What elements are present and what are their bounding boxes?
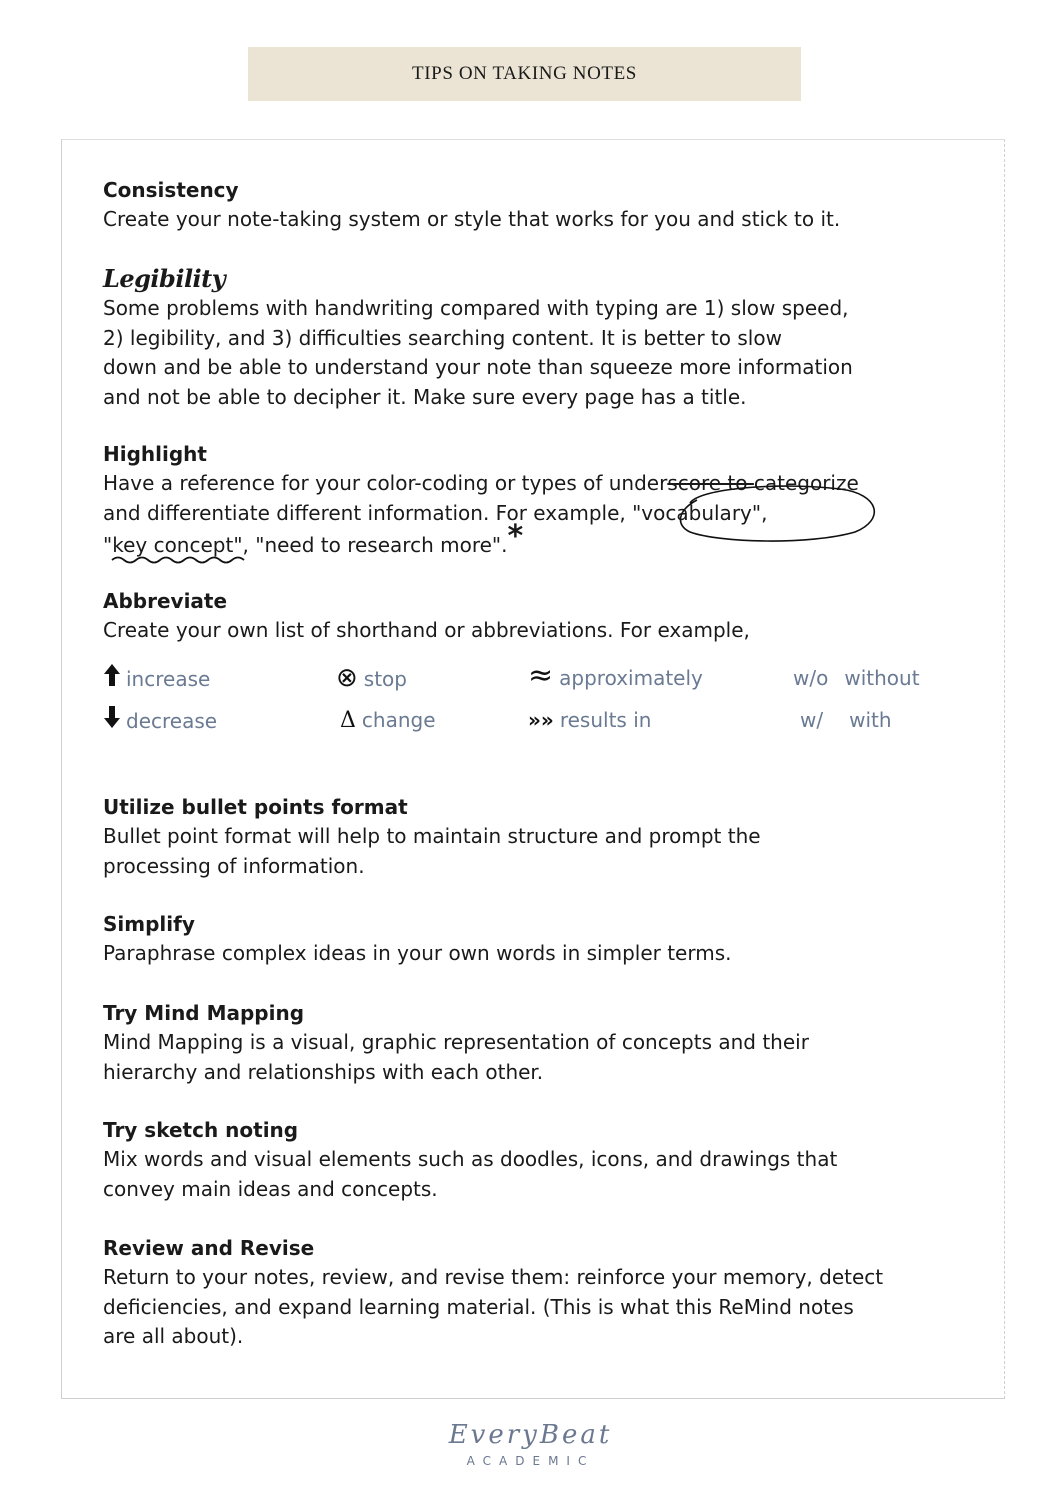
section-mind-mapping bbox=[103, 998, 963, 1087]
wavy-underlined-text: key concept bbox=[112, 533, 234, 557]
approx-icon: ≈ bbox=[528, 658, 554, 693]
section-heading: Try sketch noting bbox=[103, 1118, 299, 1142]
section-text-line: 2) legibility, and 3) difficulties searching content. It is better to slow bbox=[103, 325, 782, 350]
abbr-results-in bbox=[528, 706, 651, 734]
section-bullets bbox=[103, 792, 963, 881]
abbr-label: with bbox=[849, 708, 892, 732]
section-text-line: and not be able to decipher it. Make sure every page has a title. bbox=[103, 384, 747, 409]
section-heading: Abbreviate bbox=[103, 589, 228, 613]
section-text-line: Bullet point format will help to maintain structure and prompt the bbox=[103, 824, 761, 848]
section-highlight bbox=[103, 439, 983, 561]
delta-icon: Δ bbox=[340, 708, 356, 733]
abbr-stop bbox=[336, 664, 407, 693]
arrow-down-icon bbox=[104, 709, 120, 733]
abbr-label: stop bbox=[363, 667, 407, 691]
abbr-change bbox=[340, 706, 436, 735]
section-review bbox=[103, 1233, 983, 1352]
circled-text: , "vocabulary", bbox=[619, 500, 768, 525]
text-run: " bbox=[103, 533, 113, 557]
section-text-line: Some problems with handwriting compared with typing are 1) slow speed, bbox=[103, 296, 849, 320]
chevrons-right-icon: »» bbox=[528, 708, 554, 732]
text-run: Have a reference for your color-coding or types of under bbox=[103, 471, 668, 495]
section-text: Create your own list of shorthand or abbreviations. For example, bbox=[103, 618, 750, 642]
section-heading: Consistency bbox=[103, 178, 239, 202]
section-text: Paraphrase complex ideas in your own words in simpler terms. bbox=[103, 941, 732, 965]
strikethrough-text: score to bbox=[667, 471, 754, 495]
section-text-line: Return to your notes, review, and revise them: reinforce your memory, detect bbox=[103, 1265, 884, 1289]
abbr-without bbox=[793, 664, 920, 692]
section-heading: Legibility bbox=[103, 264, 226, 293]
abbr-with bbox=[800, 706, 892, 734]
text-run: and differentiate different information. For example bbox=[103, 500, 620, 525]
section-text-line: down and be able to understand your note than squeeze more information bbox=[103, 355, 853, 379]
abbr-label: increase bbox=[126, 667, 211, 691]
section-text-line bbox=[103, 469, 983, 499]
text-run: ", "need to research more". bbox=[233, 533, 508, 557]
section-text-line: Mix words and visual elements such as doodles, icons, and drawings that bbox=[103, 1147, 838, 1171]
section-heading: Review and Revise bbox=[103, 1236, 315, 1260]
section-simplify bbox=[103, 909, 963, 969]
section-heading: Simplify bbox=[103, 912, 195, 936]
abbr-label: without bbox=[844, 666, 920, 690]
page-title-banner bbox=[248, 47, 801, 101]
section-consistency bbox=[103, 175, 963, 235]
section-legibility bbox=[103, 264, 963, 412]
section-text-line bbox=[103, 499, 983, 529]
arrow-up-icon bbox=[104, 667, 120, 691]
section-heading: Utilize bullet points format bbox=[103, 795, 408, 819]
section-text-line: processing of information. bbox=[103, 853, 365, 878]
abbr-label: results in bbox=[559, 708, 652, 732]
asterisk-icon: * bbox=[507, 519, 524, 554]
section-text-line: deficiencies, and expand learning material. (This is what this ReMind notes bbox=[103, 1294, 854, 1319]
page-title: TIPS ON TAKING NOTES bbox=[412, 63, 637, 84]
circled-x-icon: ⊗ bbox=[336, 663, 358, 693]
section-heading: Highlight bbox=[103, 442, 207, 466]
abbr-approximately bbox=[528, 658, 703, 693]
section-text: Create your note-taking system or style that works for you and stick to it. bbox=[103, 207, 841, 231]
abbr-symbol: w/ bbox=[800, 708, 824, 732]
brand-subtitle: ACADEMIC bbox=[466, 1454, 595, 1468]
abbr-symbol: w/o bbox=[793, 666, 829, 690]
section-heading: Try Mind Mapping bbox=[103, 1001, 305, 1025]
section-text-line: hierarchy and relationships with each other. bbox=[103, 1059, 544, 1084]
section-abbreviate bbox=[103, 586, 963, 646]
section-text-line: convey main ideas and concepts. bbox=[103, 1176, 438, 1201]
section-text-line: Mind Mapping is a visual, graphic representation of concepts and their bbox=[103, 1030, 809, 1054]
abbr-decrease bbox=[104, 706, 217, 735]
abbr-label: decrease bbox=[126, 709, 218, 733]
section-text-line: are all about). bbox=[103, 1324, 244, 1348]
text-run: categorize bbox=[753, 471, 859, 495]
section-sketch-noting bbox=[103, 1115, 963, 1204]
abbr-increase bbox=[104, 664, 210, 693]
abbr-label: approximately bbox=[559, 666, 703, 690]
section-text-line bbox=[103, 519, 983, 561]
brand-logo: EveryBeat bbox=[448, 1420, 613, 1450]
abbr-label: change bbox=[361, 708, 436, 732]
